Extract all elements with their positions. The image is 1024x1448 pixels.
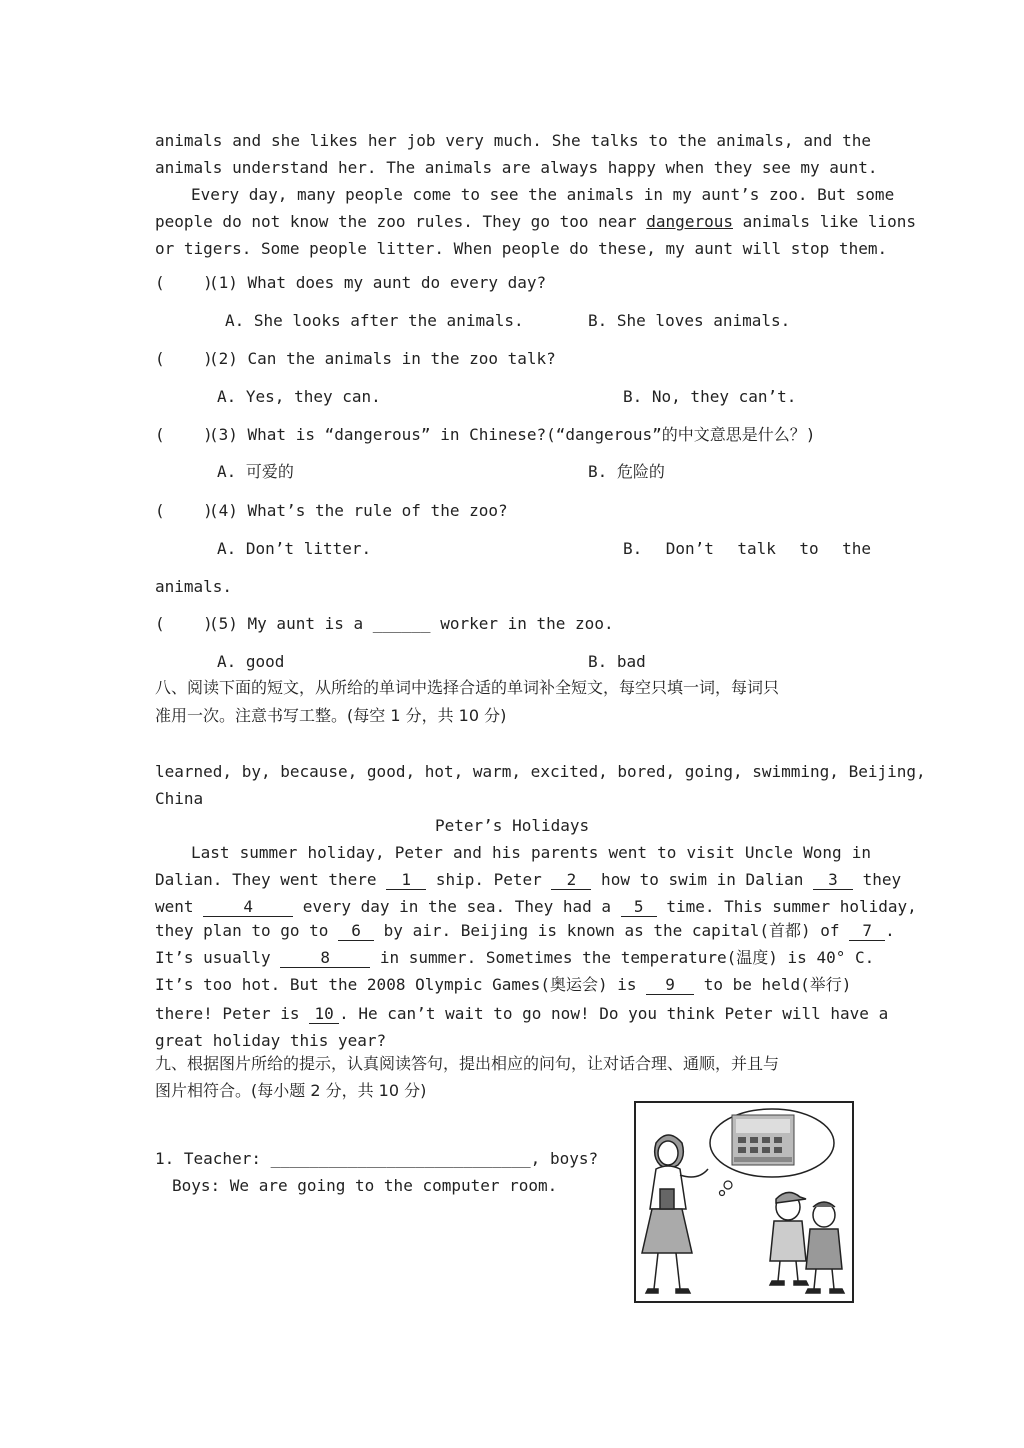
cloze-line: It’s too hot. But the 2008 Olympic Games(奥运会) is 9 to be held(举行): [155, 975, 852, 994]
option-b: B. No, they can’t.: [623, 387, 797, 406]
passage-line: animals understand her. The animals are always happy when they see my aunt.: [155, 158, 878, 177]
word-bank: China: [155, 789, 204, 808]
option-a: A. 可爱的: [217, 462, 294, 481]
blank-3[interactable]: 3: [813, 871, 853, 890]
word-bank: learned, by, because, good, hot, warm, excited, bored, going, swimming, Beijing,: [155, 762, 926, 781]
blank-10[interactable]: 10: [309, 1005, 339, 1024]
passage-line: animals and she likes her job very much. She talks to the animals, and the: [155, 131, 871, 150]
option-b: B. She loves animals.: [588, 311, 791, 330]
illustration-svg: [636, 1103, 852, 1301]
blank-4[interactable]: 4: [203, 898, 293, 917]
blank-2[interactable]: 2: [551, 871, 591, 890]
question-text: (4) What’s the rule of the zoo?: [209, 501, 508, 520]
passage-title: Peter’s Holidays: [435, 816, 590, 835]
section-heading: 九、根据图片所给的提示，认真阅读答句，提出相应的问句，让对话合理、通顺，并且与: [155, 1054, 780, 1073]
question-text: (3) What is “dangerous” in Chinese?(“dangerous”的中文意思是什么？): [209, 425, 816, 444]
dialogue-question[interactable]: 1. Teacher: ___________________________, boys?: [155, 1149, 599, 1168]
answer-paren[interactable]: ( ): [155, 425, 213, 444]
passage-line: or tigers. Some people litter. When people do these, my aunt will stop them.: [155, 239, 888, 258]
option-b: B. 危险的: [588, 462, 665, 481]
blank-7[interactable]: 7: [849, 922, 885, 941]
section-heading: 准用一次。注意书写工整。(每空 1 分，共 10 分): [155, 706, 507, 725]
option-a: A. She looks after the animals.: [225, 311, 524, 330]
cloze-line: they plan to go to 6 by air. Beijing is known as the capital(首都) of 7 .: [155, 921, 895, 940]
cloze-line: It’s usually 8 in summer. Sometimes the temperature(温度) is 40° C.: [155, 948, 875, 967]
answer-paren[interactable]: ( ): [155, 273, 213, 292]
blank-9[interactable]: 9: [646, 976, 694, 995]
cloze-line: Dalian. They went there 1 ship. Peter 2 how to swim in Dalian 3 they: [155, 870, 902, 889]
passage-line: people do not know the zoo rules. They go too near dangerous animals like lions: [155, 212, 917, 231]
option-a: A. Yes, they can.: [217, 387, 381, 406]
blank-8[interactable]: 8: [280, 949, 370, 968]
blank-5[interactable]: 5: [621, 898, 657, 917]
cloze-line: Last summer holiday, Peter and his parents went to visit Uncle Wong in: [191, 843, 871, 862]
option-b: B. bad: [588, 652, 646, 671]
section-heading: 图片相符合。(每小题 2 分，共 10 分): [155, 1081, 427, 1100]
option-a: A. Don’t litter.: [217, 539, 372, 558]
option-a: A. good: [217, 652, 285, 671]
blank-1[interactable]: 1: [386, 871, 426, 890]
cloze-line: great holiday this year?: [155, 1031, 387, 1050]
section-heading: 八、阅读下面的短文，从所给的单词中选择合适的单词补全短文，每空只填一词，每词只: [155, 678, 780, 697]
answer-paren[interactable]: ( ): [155, 501, 213, 520]
underlined-word: dangerous: [646, 212, 733, 231]
answer-paren[interactable]: ( ): [155, 614, 213, 633]
cloze-line: there! Peter is 10 . He can’t wait to go now! Do you think Peter will have a: [155, 1004, 889, 1023]
question-text: (5) My aunt is a ______ worker in the zoo.: [209, 614, 614, 633]
blank-6[interactable]: 6: [338, 922, 374, 941]
answer-paren[interactable]: ( ): [155, 349, 213, 368]
dialogue-answer: Boys: We are going to the computer room.: [172, 1176, 558, 1195]
question-text: (1) What does my aunt do every day?: [209, 273, 547, 292]
boys-figure: [770, 1192, 844, 1293]
teacher-figure: [642, 1135, 708, 1293]
option-b: B. Don’t talk to the: [623, 539, 871, 558]
passage-line: Every day, many people come to see the animals in my aunt’s zoo. But some: [191, 185, 895, 204]
question-text: (2) Can the animals in the zoo talk?: [209, 349, 556, 368]
option-b-continued: animals.: [155, 577, 233, 596]
teacher-boys-illustration: [634, 1101, 854, 1303]
cloze-line: went 4 every day in the sea. They had a 5 time. This summer holiday,: [155, 897, 917, 916]
